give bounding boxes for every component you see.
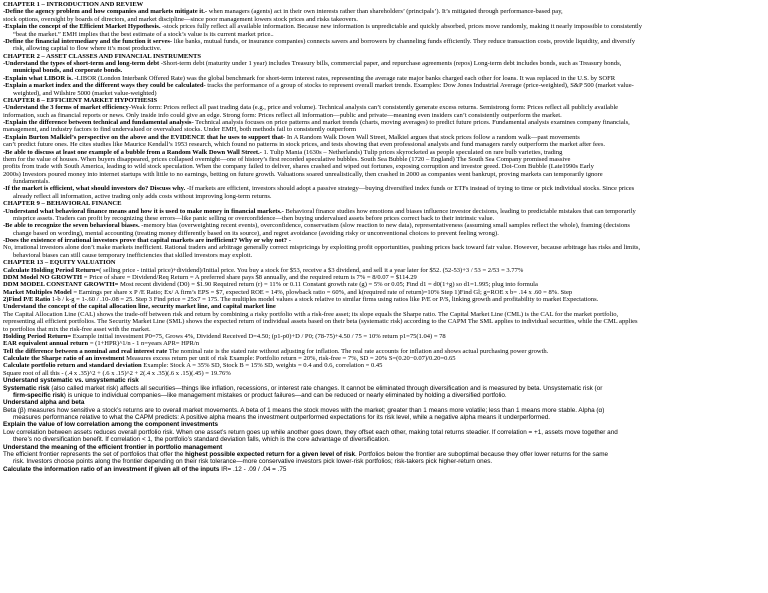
section-heading: CHAPTER 13 – EQUITY VALUATION [3, 259, 116, 267]
text-line: “beat the market.” EMH implies that the best estimate of a stock’s value is its current market price.. [13, 30, 274, 38]
text-line: -Explain the concept of the Efficient Market Hypothesis. -stock prices fully reflect all available information. Because new information is unpredictable and quickly absorbed, prices move randomly, making it nearly impossible to consistently [3, 23, 643, 31]
text-line: -Understand the types of short-term and long-term debt -Short-term debt (maturity under 1 year) includes Treasury bills, commercial paper, and repurchase agreements (repos) Long-term debt includes bonds, such as Treasury bonds, [3, 60, 622, 67]
text-line: measures performance relative to what the CAPM predicts: A positive alpha means the investment outperformed expectations for its risk level, while a negative alpha means it underperformed. [13, 414, 551, 421]
text-line: can’t predict future ones. He cites studies like Maurice Kendall’s 1953 research, which found no patterns in stock prices, and tests showing that even professional analysts and fund managers rarely outperform the market after fees. [3, 141, 605, 149]
text-line: Holding Period Return= Example initial investment P0=75, Grows 4%, Dividend Received D=4.50; (p1-p0)+D / P0; (78-75)+4.50 / 75 = 10% return p1=75(1.04) = 78 [3, 332, 446, 340]
text-line: The Capital Allocation Line (CAL) shows the trade-off between risk and return by combining a risky portfolio with a risk-free asset; its slope equals the Sharpe ratio. The Capital Market Line (CML) is the CAL for the market portfolio, [3, 310, 619, 318]
section-heading: Understand alpha and beta [3, 399, 85, 407]
text-line: to portfolios that mix the risk-free asset with the market. [3, 325, 151, 333]
text-line: firm-specific risk) is unique to individual companies—like management mistakes or product failures—and can be reduced or nearly eliminated by holding a diversified portfolio. [13, 391, 507, 399]
text-line: Market Multiples Model = Earnings per share x P /E Ratio; Ex/ A firm’s EPS = $7, expected ROE = 14%, plowback ratio = 60%, and k(required rate of return)=10% Step 1)Find Gl; g=ROE x b= .14 x .60 = 8%. Step [3, 288, 573, 296]
section-heading: Understand systematic vs. unsystematic risk [3, 377, 139, 385]
text-line: stock options, oversight by boards of directors, and market discipline—since poor management lowers stock prices and risks takeovers. [3, 15, 358, 23]
text-line: Calculate Holding Period Return=( selling price - initial price)+dividend)/Initial price. You buy a stock for $53, receive a $3 dividend, and sell it a year later for $52. (52-53)+3 / 53 = 2/53 = 3.77% [3, 266, 524, 274]
text-line: -Does the existence of irrational investors prove that capital markets are inefficient? Why or why not? - [3, 237, 291, 244]
section-heading: Explain the value of low correlation among the component investments [3, 421, 219, 429]
section-heading: CHAPTER 1 – INTRODUCTION AND REVIEW [3, 1, 144, 8]
text-line: -Explain what LIBOR is. -LIBOR (London Interbank Offered Rate) was the global benchmark for short-term interest rates, representing the average rate major banks charged each other for loans. It was replaced in the U.S. by SOFR [3, 74, 616, 82]
text-line: representing all efficient portfolios. The Security Market Line (SML) shows the expected return of individual assets based on their beta (systematic risk) according to the CAPM The SML applies to individual securities, while the CML applies [3, 318, 638, 326]
text-line: The efficient frontier represents the set of portfolios that offer the highest possible expected return for a given level of risk. Portfolios below the frontier are suboptimal because they offer lower returns for the same [3, 450, 609, 458]
text-line: Square root of all this - (.4 x .35)^2 + (.6 x .15)^2 + 2(.4 x .35)(.6 x .15)(.45) = 19.76% [3, 369, 231, 377]
text-line: -Understand the 3 forms of market efficiency-Weak form: Prices reflect all past trading data (e.g., price and volume). Technical analysis can’t consistently generate excess returns. Semistrong form: Prices reflect all publicly available [3, 104, 619, 112]
text-line: weighted), and Wilshire 5000 (market value-weighted) [13, 89, 157, 97]
section-heading: CHAPTER 8 – EFFICIENT MARKET HYPOTHESIS [3, 96, 158, 104]
section-heading: CHAPTER 2 – ASSET CLASSES AND FINANCIAL INSTRUMENTS [3, 52, 201, 60]
text-line: misprice assets. Traders can profit by recognizing these errors—like panic selling or overconfidence—then buying undervalued assets before prices correct back to their intrinsic value. [13, 214, 495, 222]
text-line: -Understand what behavioral finance means and how it is used to make money in financial markets.- Behavioral finance studies how emotions and biases influence investor decisions, leading to predictable mistakes that can temporarily [3, 207, 636, 215]
text-line: management, and industry factors to find undervalued or overvalued stocks. Under EMH, both methods fail to consistently outperform [3, 126, 357, 134]
text-line: Calculate portfolio return and standard deviation Example: Stock A = 35% SD, Stock B = 15% SD, weights = 0.4 and 0.6, correlation = 0.45 [3, 362, 383, 370]
text-line: Systematic risk (also called market risk) affects all securities—things like inflation, recessions, or interest rate changes. It cannot be eliminated through diversification and is measured by beta. Unsystematic risk (or [3, 384, 603, 392]
text-line: risk, allowing capital to flow where it’s most productive. [13, 45, 162, 53]
text-line: Tell the difference between a nominal and real interest rate The nominal rate is the stated rate without adjusting for inflation. The real rate accounts for inflation and shows actual purchasing power growth. [3, 347, 549, 355]
text-line: them for the value of houses. When buyers disappeared, prices collapsed overnight—one of history’s first recorded speculative bubbles. South Sea Bubble (1720 – England) The South Sea Company promised massive [3, 155, 571, 163]
text-line: fundamentals. [13, 178, 50, 185]
section-heading: CHAPTER 9 – BEHAVIORAL FINANCE [3, 200, 122, 208]
text-line: -Define the agency problem and how companies and markets mitigate it.- when managers (agents) act in their own interests rather than shareholders’ (principals’). It’s mitigated through performance-based pay, [3, 8, 563, 16]
text-line: -Define the financial intermediary and the function it serves- like banks, mutual funds, or insurance companies) connects savers and borrowers by channeling funds efficiently. They reduce transaction costs, provide liquidity, and diversify [3, 37, 635, 45]
text-line: Beta (β) measures how sensitive a stock’s returns are to overall market movements. A beta of 1 means the stock moves with the market; greater than 1 means more volatile; less than 1 means more stable. Alpha (α) [3, 406, 605, 414]
text-line: Calculate the Sharpe ratio of an investment Measures excess return per unit of risk Example: Portfolio return = 20%, risk-free = 7%, SD = 20% S=(0.20−0.07)/0.20=0.65 [3, 355, 456, 362]
text-line: behavioral biases can still cause temporary inefficiencies that skilled investors may exploit. [13, 251, 253, 259]
text-line: 2)Find P/E Ratio 1-b / k-g = 1-.60 / .10-.08 = 25. Step 3 Find price = 25x7 = 175. The multiples model values a stock relative to similar firms using ratios like P/E or P/S, linking growth and profitability to market Expectations. [3, 296, 599, 303]
text-line: -Be able to recognize the seven behavioral biases. -memory bias (overweighting recent events), overconfidence, conservatism (slow reaction to new data), representativeness (assuming small samples reflect the whole), framing (decisions [3, 222, 630, 230]
text-line: change based on wording), mental accounting (treating money differently based on its source), and regret avoidance (avoiding risky or unconventional choices to prevent feeling wrong). [13, 229, 499, 237]
text-line: already reflect all information, active trading only adds costs without improving long-term returns. [13, 192, 272, 200]
text-line: there’s no diversification benefit. If correlation < 1, the portfolio’s standard deviation falls, which is the core advantage of diversification. [13, 436, 390, 444]
text-line: -If the market is efficient, what should investors do? Discuss why. -If markets are efficient, investors should adopt a passive strategy—buying diversified index funds or ETFs instead of trying to time or pick individual stocks. Since prices [3, 185, 635, 193]
text-line: Calculate the information ratio of an investment if given all of the inputs IR= .12 - .09 / .04 = .75 [3, 465, 287, 473]
text-line: municipal bonds, and corporate bonds. [13, 67, 123, 75]
section-heading: Understand the concept of the capital allocation line, security market line, and capital market line [3, 303, 276, 311]
text-line: DDM MODEL CONSTANT GROWTH= Most recent dividend (D0) = $1.90 Required return (r) = 11% or 0.11 Constant growth rate (g) = 5% or 0.05; Find d1 = d0(1+g) so d1=1.995; plug into formula [3, 281, 538, 289]
section-heading: Understand the meaning of the efficient frontier in portfolio management [3, 443, 223, 451]
text-line: No, irrational investors alone don’t make markets inefficient. Rational traders and arbitrage generally correct mispricings by exploiting profit opportunities, pushing prices back toward fair value. However, because arbitrage has risks and limits, [3, 244, 641, 252]
text-line: EAR equivalent annual return = (1+HPR)^1/n - 1 n=years APR= HPR/n [3, 340, 199, 348]
text-line: -Be able to discuss at least one example of a bubble from a Random Walk Down Wall Street.- 1. Tulip Mania (1630s – Netherlands) Tulip prices skyrocketed as people speculated on rare bulb varieties, trading [3, 148, 563, 156]
text-line: -Explain a market index and the different ways they could be calculated- tracks the performance of a group of stocks to represent overall market trends. Examples: Dow Jones Industrial Average (price-weighted), S&P 500 (market value- [3, 82, 634, 90]
text-line: Low correlation between assets reduces overall portfolio risk. When one asset’s return goes up while another goes down, they offset each other, making total returns steadier. If correlation = +1, assets move together and [3, 428, 618, 436]
text-line: profits from trade with South America, leading to wild stock speculation. When the company failed to deliver, shares crashed and wiped out fortunes, exposing corruption and investor greed. Dot-Com Bubble (Late1990s Early [3, 163, 594, 171]
text-line: -Explain the difference between technical and fundamental analysis- Technical analysis focuses on price patterns and market trends (charts, moving averages) to predict future prices. Fundamental analysis examines company financials, [3, 119, 630, 126]
text-line: risk. Investors choose points along the frontier depending on their risk tolerance—more conservative investors pick lower-risk portfolios; risk-takers pick higher-return ones. [13, 458, 493, 466]
text-line: 2000s) Investors poured money into internet startups with little to no earnings, betting on future growth. Valuations soared unrealistically, then crashed in 2000 as companies went bankrupt, proving markets can temporarily ignore [3, 170, 603, 178]
text-line: -Explain Burton Malkiel’s perspective on the above and the EVIDENCE that he uses to support that- In A Random Walk Down Wall Street, Malkiel argues that stock prices follow a random walk—past movements [3, 133, 580, 141]
text-line: information, such as financial reports or news. Only inside info could give an edge. Strong form: Prices reflect all information—public and private—meaning even insiders can’t consistently outperform the market. [3, 111, 562, 119]
text-line: DDM Model NO GROWTH = Price of share = Dividend/Req Return = A preferred share pays $8 annually, and the required return is 7% = 8/0.07 = $114.29 [3, 273, 417, 281]
